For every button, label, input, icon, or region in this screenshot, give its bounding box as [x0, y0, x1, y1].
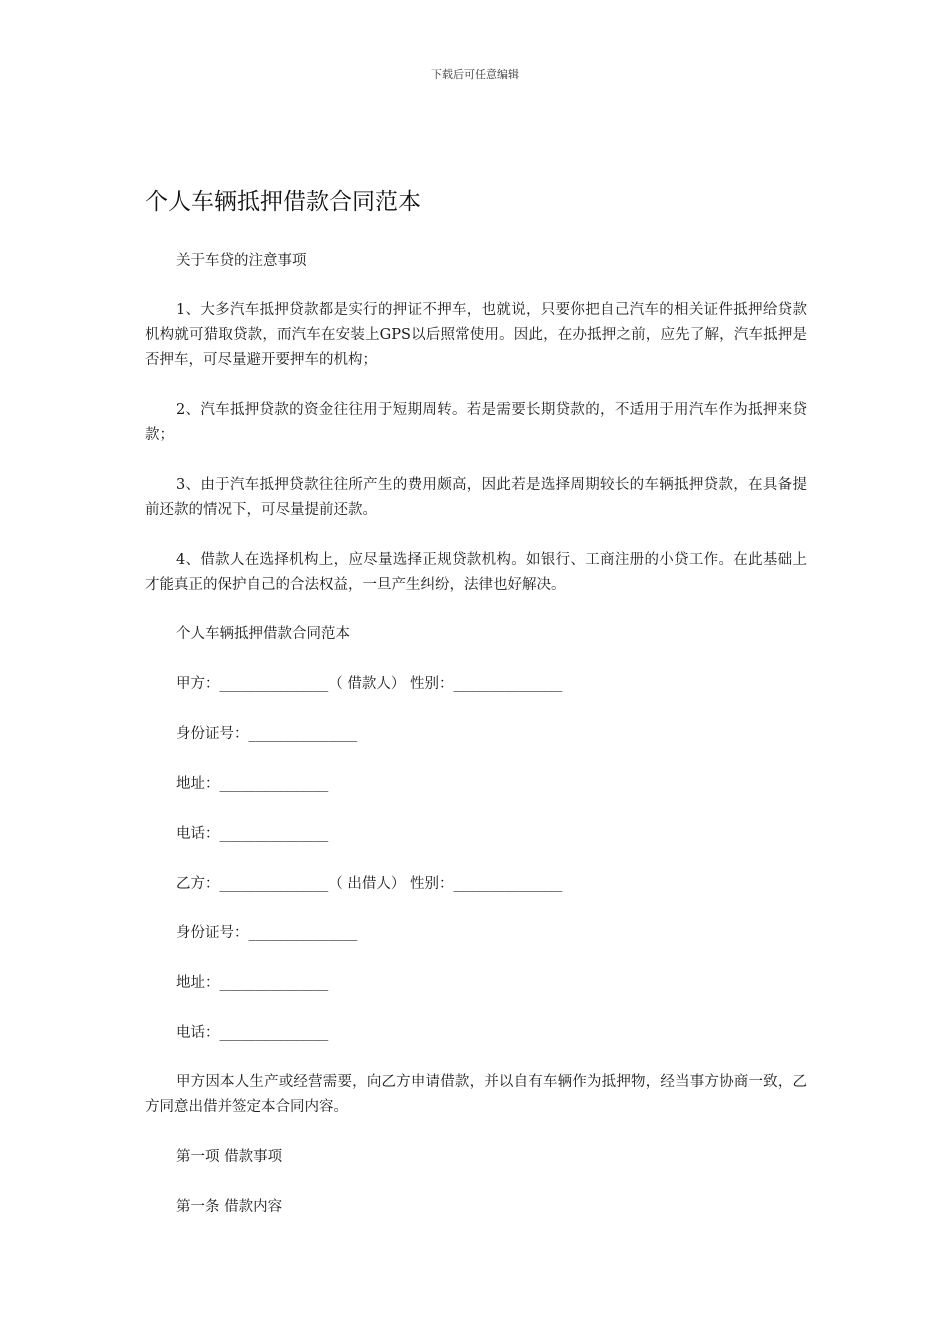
notice-item-1: 1、大多汽车抵押贷款都是实行的押证不押车，也就说，只要你把自己汽车的相关证件抵押给贷款机构就可猎取贷款，而汽车在安装上GPS以后照常使用。因此，在办抵押之前，应先了解，汽车抵押是否押车，可尽量避开要押车的机构； [145, 302, 807, 368]
section-heading: 第一项 借款事项 [176, 1149, 283, 1165]
page-header: 下载后可任意编辑 [431, 68, 519, 81]
party-b-name-line: 乙方：_______________（ 出借人） 性别：_______________ [176, 876, 563, 892]
notice-item-2: 2、汽车抵押贷款的资金往往用于短期周转。若是需要长期贷款的，不适用于用汽车作为抵押来贷款； [145, 402, 807, 443]
notice-item-3: 3、由于汽车抵押贷款往往所产生的费用颇高，因此若是选择周期较长的车辆抵押贷款，在具备提前还款的情况下，可尽量提前还款。 [145, 477, 807, 518]
contract-heading: 个人车辆抵押借款合同范本 [176, 626, 350, 642]
party-a-address-line: 地址：_______________ [176, 776, 329, 792]
notice-heading: 关于车贷的注意事项 [176, 253, 307, 269]
party-a-id-line: 身份证号：_______________ [176, 726, 358, 742]
party-b-address-line: 地址：_______________ [176, 975, 329, 991]
article-heading: 第一条 借款内容 [176, 1199, 283, 1215]
party-b-id-line: 身份证号：_______________ [176, 925, 358, 941]
preamble-paragraph: 甲方因本人生产或经营需要，向乙方申请借款，并以自有车辆作为抵押物，经当事方协商一致，乙方同意出借并签定本合同内容。 [145, 1074, 807, 1115]
party-a-phone-line: 电话：_______________ [176, 826, 329, 842]
notice-item-4: 4、借款人在选择机构上，应尽量选择正规贷款机构。如银行、工商注册的小贷工作。在此基础上才能真正的保护自己的合法权益，一旦产生纠纷，法律也好解决。 [145, 552, 807, 593]
party-b-phone-line: 电话：_______________ [176, 1025, 329, 1041]
party-a-name-line: 甲方：_______________（ 借款人） 性别：_______________ [176, 676, 563, 692]
document-title: 个人车辆抵押借款合同范本 [145, 189, 421, 215]
